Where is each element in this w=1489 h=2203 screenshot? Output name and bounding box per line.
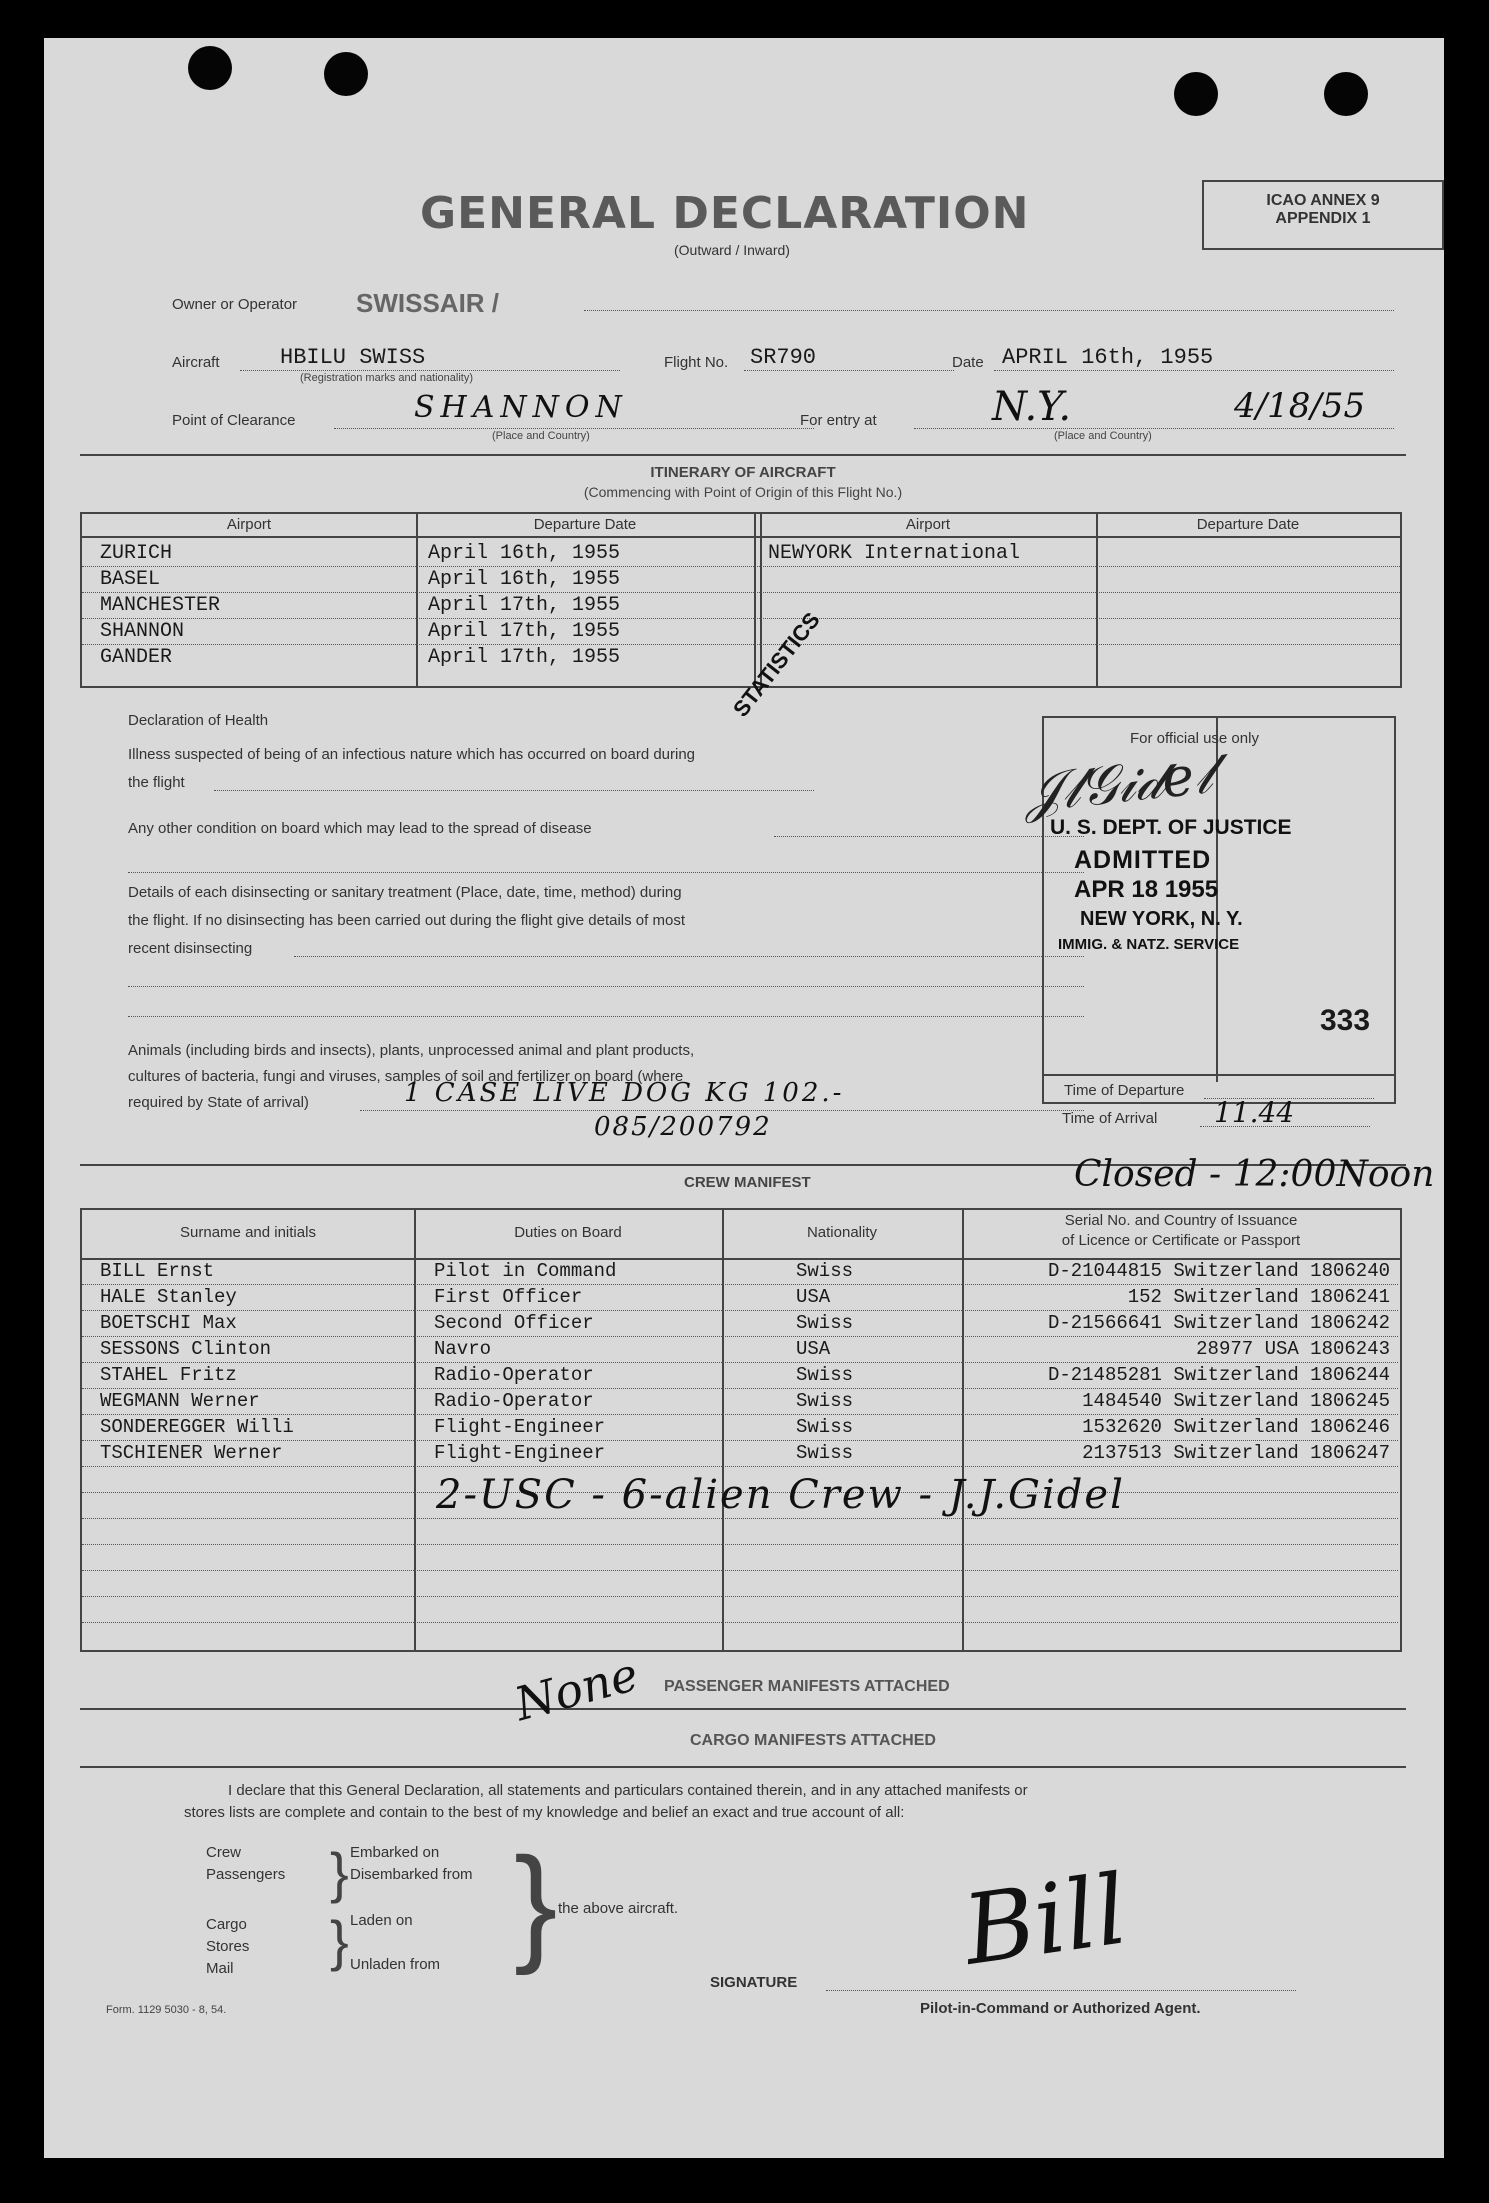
declaration-embarked: Embarked on <box>350 1844 440 1861</box>
crew-name: BOETSCHI Max <box>100 1312 237 1334</box>
crew-nationality: USA <box>796 1286 831 1308</box>
crew-row-line <box>82 1466 1398 1467</box>
arrival-time-label: Time of Arrival <box>1062 1110 1158 1127</box>
crew-name: SESSONS Clinton <box>100 1338 272 1360</box>
col-serial-2: of Licence or Certificate or Passport <box>1061 1232 1301 1249</box>
crew-duty: Radio-Operator <box>434 1390 594 1412</box>
arrival-time-value: 11.44 <box>1214 1096 1295 1129</box>
crew-closed-note: Closed - 12:00Noon <box>1074 1154 1435 1195</box>
entry-value: N.Y. <box>992 384 1072 430</box>
brace-icon: } <box>330 1841 349 1904</box>
flight-value: SR790 <box>750 345 817 370</box>
health-disinsect-label-3: recent disinsecting <box>128 940 253 957</box>
signature-label: SIGNATURE <box>710 1974 798 1991</box>
punch-hole <box>324 52 368 96</box>
itinerary-date: April 16th, 1955 <box>428 568 621 591</box>
annex-line2: APPENDIX 1 <box>1275 210 1371 227</box>
clearance-sublabel: (Place and Country) <box>492 430 590 442</box>
official-number: 333 <box>1320 1004 1371 1037</box>
declaration-line1: I declare that this General Declaration, all statements and particulars contained therein, and in any attached manifests or <box>228 1782 1028 1799</box>
col-nationality: Nationality <box>806 1224 878 1241</box>
crew-nationality: Swiss <box>796 1260 854 1282</box>
crew-duty: Flight-Engineer <box>434 1442 606 1464</box>
crew-serial: 1484540 Switzerland 1806245 <box>1082 1390 1390 1412</box>
crew-serial: 1532620 Switzerland 1806246 <box>1082 1416 1390 1438</box>
crew-row-line <box>82 1414 1398 1415</box>
declaration-page <box>44 38 1444 2158</box>
health-other-label: Any other condition on board which may lead to the spread of disease <box>128 820 592 837</box>
aircraft-value: HBILU SWISS <box>280 345 426 370</box>
itinerary-destination: NEWYORK International <box>768 542 1021 565</box>
crew-nationality: Swiss <box>796 1312 854 1334</box>
flight-label: Flight No. <box>664 354 729 371</box>
annex-line1: ICAO ANNEX 9 <box>1266 192 1380 209</box>
col-departure-2: Departure Date <box>1196 516 1300 533</box>
clearance-line <box>334 428 814 429</box>
crew-name: STAHEL Fritz <box>100 1364 237 1386</box>
entry-line <box>914 428 1394 429</box>
stamp-line1: U. S. DEPT. OF JUSTICE <box>1050 816 1292 839</box>
declaration-disembarked: Disembarked from <box>350 1866 473 1883</box>
form-number: Form. 1129 5030 - 8, 54. <box>106 2004 227 2016</box>
crew-duty: Radio-Operator <box>434 1364 594 1386</box>
form-subtitle: (Outward / Inward) <box>674 242 790 258</box>
crew-name: HALE Stanley <box>100 1286 237 1308</box>
crew-serial: D-21044815 Switzerland 1806240 <box>1047 1260 1390 1282</box>
itinerary-airport: ZURICH <box>100 542 173 565</box>
passenger-manifest-label: PASSENGER MANIFESTS ATTACHED <box>664 1678 950 1695</box>
health-animals-label: Animals (including birds and insects), plants, unprocessed animal and plant products, <box>128 1042 695 1059</box>
crew-serial: D-21566641 Switzerland 1806242 <box>1047 1312 1390 1334</box>
departure-time-label: Time of Departure <box>1064 1082 1185 1099</box>
divider <box>80 454 1406 456</box>
itinerary-airport: SHANNON <box>100 620 185 643</box>
col-serial-1: Serial No. and Country of Issuance <box>1064 1212 1298 1229</box>
health-illness-label: Illness suspected of being of an infectious nature which has occurred on board during <box>128 746 696 763</box>
pilot-signature: Bill <box>956 1853 1134 1987</box>
declaration-laden: Laden on <box>350 1912 413 1929</box>
operator-line <box>584 310 1394 311</box>
aircraft-line <box>240 370 620 371</box>
date-label: Date <box>952 354 984 371</box>
itinerary-airport: MANCHESTER <box>100 594 221 617</box>
crew-nationality: Swiss <box>796 1390 854 1412</box>
crew-name: TSCHIENER Werner <box>100 1442 283 1464</box>
crew-row-line <box>82 1518 1398 1519</box>
crew-nationality: Swiss <box>796 1416 854 1438</box>
date-line <box>994 370 1394 371</box>
animals-value: 1 CASE LIVE DOG KG 102.- <box>404 1078 845 1108</box>
crew-serial: 152 Switzerland 1806241 <box>1127 1286 1390 1308</box>
stamp-line5: IMMIG. & NATZ. SERVICE <box>1058 936 1240 953</box>
official-use-box <box>1021 716 1396 1104</box>
stamp-line3: APR 18 1955 <box>1074 876 1219 903</box>
itinerary-date: April 16th, 1955 <box>428 542 621 565</box>
brace-icon: } <box>330 1909 349 1972</box>
itinerary-date: April 17th, 1955 <box>428 620 621 643</box>
declaration-line2: stores lists are complete and contain to the best of my knowledge and belief an exact and true account of all: <box>184 1804 905 1821</box>
crew-title: CREW MANIFEST <box>684 1174 811 1191</box>
crew-serial: D-21485281 Switzerland 1806244 <box>1047 1364 1390 1386</box>
aircraft-sublabel: (Registration marks and nationality) <box>300 372 474 384</box>
crew-serial: 2137513 Switzerland 1806247 <box>1082 1442 1390 1464</box>
declaration-cargo: Cargo <box>206 1916 247 1933</box>
itinerary-subtitle: (Commencing with Point of Origin of this Flight No.) <box>583 484 903 500</box>
date-value: APRIL 16th, 1955 <box>1002 345 1214 370</box>
declaration-mail: Mail <box>206 1960 234 1977</box>
itinerary-title: ITINERARY OF AIRCRAFT <box>650 464 836 481</box>
passenger-manifest-note: None <box>509 1646 644 1732</box>
col-departure: Departure Date <box>533 516 637 533</box>
crew-duty: Second Officer <box>434 1312 594 1334</box>
crew-row-line <box>82 1570 1398 1571</box>
col-duties: Duties on Board <box>514 1224 622 1241</box>
crew-row-line <box>82 1622 1398 1623</box>
col-airport-2: Airport <box>905 516 951 533</box>
aircraft-label: Aircraft <box>172 354 220 371</box>
declaration-passengers: Passengers <box>206 1866 286 1883</box>
cargo-manifest-label: CARGO MANIFESTS ATTACHED <box>690 1732 936 1749</box>
col-surname: Surname and initials <box>180 1224 316 1241</box>
clearance-value: SHANNON <box>414 390 628 425</box>
statistics-stamp: STATISTICS <box>728 607 825 722</box>
entry-date: 4/18/55 <box>1234 386 1366 426</box>
itinerary-date: April 17th, 1955 <box>428 594 621 617</box>
crew-row-line <box>82 1596 1398 1597</box>
crew-nationality: Swiss <box>796 1442 854 1464</box>
itinerary-airport: BASEL <box>100 568 161 591</box>
itinerary-airport: GANDER <box>100 646 173 669</box>
clearance-label: Point of Clearance <box>172 412 296 429</box>
crew-nationality: USA <box>796 1338 831 1360</box>
col-airport: Airport <box>226 516 272 533</box>
health-animals-label-3: required by State of arrival) <box>128 1094 309 1111</box>
declaration-crew: Crew <box>206 1844 242 1861</box>
crew-name: BILL Ernst <box>100 1260 215 1282</box>
crew-row-line <box>82 1388 1398 1389</box>
stamp-line4: NEW YORK, N. Y. <box>1080 908 1243 930</box>
crew-serial: 28977 USA 1806243 <box>1196 1338 1390 1360</box>
official-label: For official use only <box>1130 730 1259 747</box>
entry-sublabel: (Place and Country) <box>1054 430 1152 442</box>
crew-duty: Flight-Engineer <box>434 1416 606 1438</box>
brace-icon: } <box>514 1830 558 1976</box>
crew-summary: 2-USC - 6-alien Crew - J.J.Gidel <box>436 1472 1125 1518</box>
punch-hole <box>1174 72 1218 116</box>
entry-label: For entry at <box>800 412 877 429</box>
crew-duty: First Officer <box>434 1286 583 1308</box>
health-disinsect-label-2: the flight. If no disinsecting has been carried out during the flight give details of most <box>128 912 685 929</box>
crew-name: WEGMANN Werner <box>100 1390 260 1412</box>
annex-box <box>1202 180 1444 250</box>
crew-row-line <box>82 1544 1398 1545</box>
crew-row-line <box>82 1336 1398 1337</box>
itinerary-date: April 17th, 1955 <box>428 646 621 669</box>
punch-hole <box>188 46 232 90</box>
form-title: GENERAL DECLARATION <box>420 188 1030 239</box>
declaration-unladen: Unladen from <box>350 1956 441 1973</box>
crew-row-line <box>82 1440 1398 1441</box>
health-animals-label-2: cultures of bacteria, fungi and viruses, samples of soil and fertilizer on board (where <box>128 1068 684 1085</box>
crew-duty: Navro <box>434 1338 492 1360</box>
health-heading: Declaration of Health <box>128 712 269 729</box>
animals-value-2: 085/200792 <box>594 1112 772 1142</box>
operator-label: Owner or Operator <box>172 296 298 313</box>
flight-line <box>744 370 954 371</box>
health-disinsect-label: Details of each disinsecting or sanitary treatment (Place, date, time, method) during <box>128 884 682 901</box>
declaration-stores: Stores <box>206 1938 250 1955</box>
crew-name: SONDEREGGER Willi <box>100 1416 294 1438</box>
crew-duty: Pilot in Command <box>434 1260 617 1282</box>
crew-row-line <box>82 1310 1398 1311</box>
inspector-signature-icon: 𝒥𝓁𝒢𝒾𝒹𝑒𝓁 <box>1021 742 1215 825</box>
punch-hole <box>1324 72 1368 116</box>
declaration-aircraft: the above aircraft. <box>558 1900 679 1917</box>
stamp-line2: ADMITTED <box>1074 846 1212 874</box>
crew-row-line <box>82 1284 1398 1285</box>
health-illness-label-2: the flight <box>128 774 185 791</box>
signature-agent-label: Pilot-in-Command or Authorized Agent. <box>920 2000 1201 2017</box>
crew-nationality: Swiss <box>796 1364 854 1386</box>
operator-value: SWISSAIR / <box>356 288 500 318</box>
itinerary-table <box>80 512 1402 688</box>
crew-row-line <box>82 1362 1398 1363</box>
